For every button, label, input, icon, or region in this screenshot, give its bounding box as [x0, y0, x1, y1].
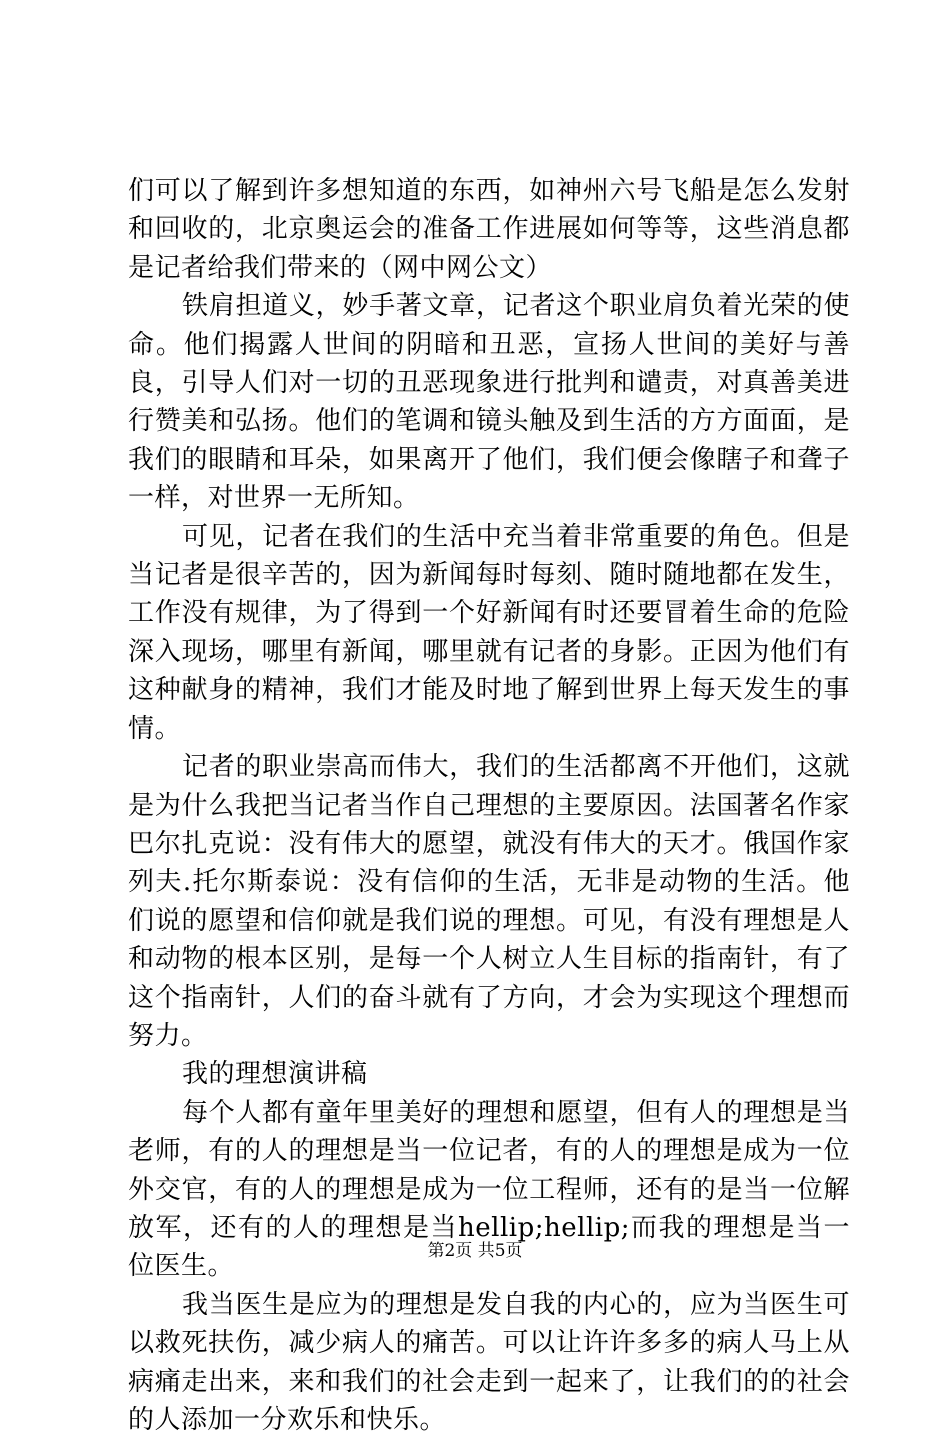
paragraph-1: 们可以了解到许多想知道的东西，如神州六号飞船是怎么发射和回收的，北京奥运会的准备工作进展如何等等，这些消息都是记者给我们带来的（网中网公文） — [128, 176, 850, 283]
paragraph-4: 记者的职业崇高而伟大，我们的生活都离不开他们，这就是为什么我把当记者当作自己理想的主要原因。法国著名作家巴尔扎克说：没有伟大的愿望，就没有伟大的天才。俄国作家列夫.托尔斯泰说：没有信仰的生活，无非是动物的生活。他们说的愿望和信仰就是我们说的理想。可见，有没有理想是人和动物的根本区别，是每一个人树立人生目标的指南针，有了这个指南针，人们的奋斗就有了方向，才会为实现这个理想而努力。 — [128, 752, 850, 1051]
page-number-footer: 第2页 共5页 — [427, 1241, 523, 1261]
section-heading: 我的理想演讲稿 — [182, 1059, 368, 1090]
paragraph-5: 每个人都有童年里美好的理想和愿望，但有人的理想是当老师，有的人的理想是当一位记者，有的人的理想是成为一位外交官，有的人的理想是成为一位工程师，还有的是当一位解放军，还有的人的理想是当hellip;hellip;而我的理想是当一位医生。 — [128, 1097, 850, 1282]
paragraph-3: 可见，记者在我们的生活中充当着非常重要的角色。但是当记者是很辛苦的，因为新闻每时每刻、随时随地都在发生，工作没有规律，为了得到一个好新闻有时还要冒着生命的危险深入现场，哪里有新闻，哪里就有记者的身影。正因为他们有这种献身的精神，我们才能及时地了解到世界上每天发生的事情。 — [128, 521, 850, 744]
paragraph-6: 我当医生是应为的理想是发自我的内心的，应为当医生可以救死扶伤，减少病人的痛苦。可以让许许多多的病人马上从病痛走出来，来和我们的社会走到一起来了，让我们的的社会的人添加一分欢乐和快乐。 — [128, 1289, 850, 1435]
paragraph-2: 铁肩担道义，妙手著文章，记者这个职业肩负着光荣的使命。他们揭露人世间的阴暗和丑恶，宣扬人世间的美好与善良，引导人们对一切的丑恶现象进行批判和谴责，对真善美进行赞美和弘扬。他们的笔调和镜头触及到生活的方方面面，是我们的眼睛和耳朵，如果离开了他们，我们便会像瞎子和聋子一样，对世界一无所知。 — [128, 291, 850, 514]
